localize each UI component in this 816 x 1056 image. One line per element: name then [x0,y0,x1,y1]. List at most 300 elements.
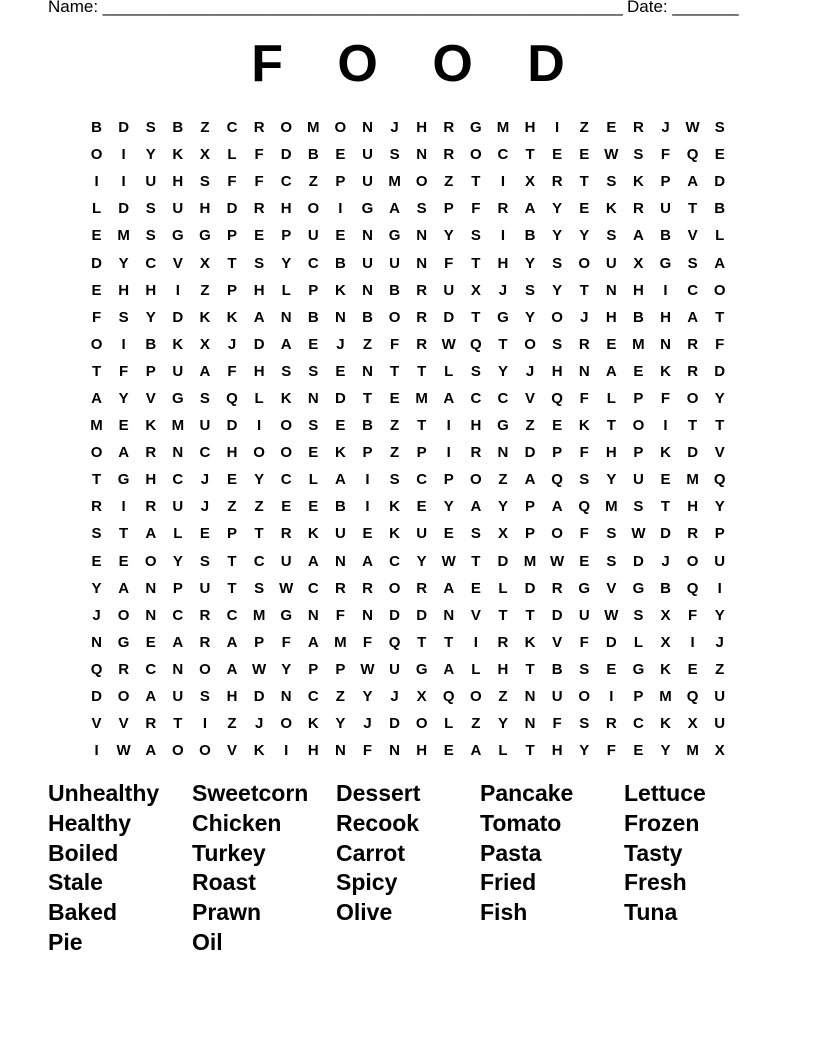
grid-letter: W [441,335,456,353]
grid-letter: Y [172,552,183,570]
grid-letter: U [389,254,400,272]
grid-letter: I [473,633,478,651]
word-list-item: Healthy [48,809,132,836]
grid-letter: M [523,552,537,570]
grid-letter: U [172,498,184,516]
grid-letter: D [605,633,617,651]
grid-letter: T [579,281,589,299]
grid-letter: P [633,688,644,706]
grid-letter: D [226,200,238,218]
grid-letter: E [308,498,319,516]
grid-row [83,331,733,358]
grid-letter: N [280,308,292,326]
grid-letter: E [579,200,590,218]
grid-letter: G [632,579,645,597]
grid-letter: E [606,660,617,678]
grid-letter: S [91,525,102,543]
grid-letter: V [552,633,563,651]
grid-letter: T [362,389,373,407]
grid-letter: I [365,471,370,489]
grid-letter: R [199,606,211,624]
grid-letter: U [145,173,157,191]
grid-letter: H [253,281,265,299]
grid-letter: M [334,633,347,651]
grid-letter: U [714,688,726,706]
word-list-item: Frozen [624,809,700,836]
grid-letter: T [688,200,698,218]
grid-letter: R [416,579,428,597]
grid-letter: E [552,417,563,435]
grid-letter: O [632,417,645,435]
grid-letter: K [145,417,157,435]
grid-letter: T [444,633,454,651]
grid-letter: I [690,633,695,651]
grid-letter: I [446,417,451,435]
grid-letter: H [416,742,428,760]
grid-letter: D [524,579,536,597]
grid-letter: T [525,660,535,678]
grid-letter: S [633,146,644,164]
grid-letter: A [307,633,319,651]
grid-letter: O [117,688,130,706]
grid-letter: S [633,606,644,624]
grid-letter: J [580,308,589,326]
grid-letter: I [717,579,722,597]
grid-letter: M [388,173,401,191]
grid-letter: N [145,606,157,624]
grid-letter: S [308,362,319,380]
grid-letter: Y [497,715,508,733]
grid-letter: D [91,688,102,706]
grid-letter: A [389,200,400,218]
letter-grid [83,114,733,764]
grid-row [83,304,733,331]
grid-letter: P [254,633,265,651]
word-list-item: Fresh [624,869,687,896]
word-list-item: Spicy [336,869,398,896]
grid-letter: F [254,173,264,191]
grid-letter: A [633,227,644,245]
grid-letter: U [172,688,184,706]
grid-letter: P [660,173,671,191]
grid-letter: F [227,173,237,191]
grid-letter: K [199,308,211,326]
grid-letter: E [254,227,265,245]
grid-letter: U [172,200,184,218]
grid-letter: C [172,471,184,489]
grid-letter: N [660,335,671,353]
grid-letter: E [579,552,590,570]
grid-letter: D [497,552,509,570]
grid-letter: Z [254,498,264,516]
grid-letter: S [470,227,481,245]
grid-letter: U [199,579,211,597]
grid-letter: S [633,498,644,516]
grid-letter: E [91,552,102,570]
grid-letter: N [416,227,428,245]
grid-letter: F [444,254,454,272]
grid-letter: E [308,335,319,353]
grid-letter: K [307,715,319,733]
grid-letter: S [199,173,210,191]
grid-letter: N [334,308,346,326]
grid-letter: D [416,606,428,624]
grid-letter: I [365,498,370,516]
grid-letter: E [362,525,373,543]
grid-letter: V [687,227,698,245]
grid-letter: J [661,552,670,570]
grid-letter: C [307,688,319,706]
grid-letter: T [471,308,481,326]
grid-letter: H [497,660,509,678]
grid-letter: Z [715,660,725,678]
grid-letter: N [362,281,373,299]
grid-letter: W [360,660,375,678]
grid-letter: R [91,498,102,516]
grid-letter: N [334,552,346,570]
grid-letter: R [416,335,428,353]
grid-letter: O [470,471,482,489]
grid-letter: T [579,173,589,191]
grid-letter: I [121,173,126,191]
grid-letter: A [226,633,238,651]
grid-letter: O [551,308,563,326]
word-list-item: Oil [192,928,223,955]
grid-letter: T [471,254,481,272]
grid-letter: B [660,227,671,245]
grid-row [83,602,733,629]
grid-letter: U [605,254,617,272]
grid-letter: K [334,281,346,299]
grid-letter: J [661,119,670,137]
grid-letter: D [714,362,726,380]
grid-letter: S [254,579,265,597]
grid-letter: S [525,281,536,299]
grid-letter: S [389,471,400,489]
grid-letter: R [497,200,509,218]
grid-letter: Z [308,173,318,191]
grid-letter: E [91,281,102,299]
grid-letter: Z [335,688,345,706]
grid-row [83,710,733,737]
grid-letter: A [443,579,455,597]
grid-letter: J [498,281,508,299]
grid-letter: I [284,742,289,760]
word-list-item: Stale [48,869,103,896]
grid-letter: I [257,417,262,435]
grid-letter: S [199,688,210,706]
grid-letter: S [714,119,725,137]
grid-letter: Y [660,742,671,760]
grid-letter: I [663,281,668,299]
grid-letter: S [552,254,563,272]
grid-letter: L [498,742,508,760]
grid-letter: R [253,200,265,218]
grid-letter: A [687,308,699,326]
grid-letter: U [362,146,373,164]
grid-letter: R [280,525,292,543]
grid-letter: C [145,254,157,272]
grid-letter: D [91,254,102,272]
grid-letter: T [525,146,535,164]
grid-letter: B [362,417,373,435]
grid-letter: H [497,254,509,272]
grid-letter: H [605,444,617,462]
grid-letter: Y [579,742,590,760]
grid-letter: R [687,362,699,380]
grid-letter: K [389,525,400,543]
grid-letter: I [121,335,126,353]
grid-letter: A [118,444,130,462]
name-field-label: Name: _______________________________________________________ [48,0,623,16]
grid-letter: S [145,200,156,218]
grid-letter: Z [200,119,210,137]
word-list-item: Turkey [192,839,266,866]
grid-letter: S [389,146,400,164]
grid-letter: O [388,579,401,597]
grid-letter: A [551,498,563,516]
grid-letter: Z [471,715,481,733]
grid-letter: C [280,173,292,191]
grid-letter: U [362,254,373,272]
grid-letter: O [90,335,103,353]
grid-letter: D [714,173,726,191]
grid-letter: F [660,146,671,164]
grid-row [83,385,733,412]
grid-letter: O [117,606,130,624]
grid-letter: K [660,715,671,733]
grid-row [83,222,733,249]
grid-letter: X [416,688,427,706]
grid-letter: X [199,254,210,272]
grid-letter: O [280,119,293,137]
grid-letter: S [199,389,210,407]
grid-letter: Z [389,444,400,462]
grid-row [83,575,733,602]
grid-letter: U [416,525,428,543]
grid-letter: E [335,362,346,380]
grid-letter: H [145,471,157,489]
grid-letter: A [172,633,184,651]
grid-letter: C [253,552,265,570]
grid-letter: U [199,417,211,435]
grid-letter: P [443,200,454,218]
grid-letter: A [145,742,157,760]
grid-letter: V [606,579,617,597]
grid-letter: A [524,200,536,218]
grid-letter: Z [579,119,589,137]
grid-letter: X [525,173,536,191]
grid-letter: E [118,552,129,570]
grid-letter: Q [90,660,103,678]
grid-letter: K [660,660,671,678]
grid-letter: A [145,525,157,543]
grid-letter: X [714,742,725,760]
grid-letter: L [606,389,616,407]
grid-letter: H [226,444,238,462]
grid-letter: T [91,471,102,489]
word-list-item: Carrot [336,839,406,866]
grid-letter: O [253,444,265,462]
grid-letter: G [280,606,293,624]
grid-letter: E [335,417,346,435]
grid-letter: G [497,417,509,435]
grid-letter: R [145,498,157,516]
grid-letter: H [551,362,563,380]
grid-letter: W [604,146,619,164]
grid-letter: H [687,498,699,516]
grid-letter: D [172,308,184,326]
grid-letter: T [227,552,237,570]
grid-letter: P [227,525,238,543]
grid-letter: P [308,660,319,678]
grid-letter: T [417,633,427,651]
grid-letter: M [171,417,185,435]
grid-letter: Y [714,606,725,624]
grid-letter: R [118,660,130,678]
grid-letter: O [686,552,699,570]
grid-letter: A [334,471,346,489]
word-list-item: Tasty [624,839,683,866]
grid-letter: X [199,335,210,353]
grid-letter: V [227,742,238,760]
grid-letter: O [90,444,103,462]
grid-letter: Q [578,498,591,516]
grid-letter: A [687,173,699,191]
grid-letter: H [470,417,482,435]
grid-letter: P [443,471,454,489]
grid-letter: S [606,227,617,245]
grid-letter: I [121,498,126,516]
grid-letter: Y [606,471,617,489]
word-list-item: Pancake [480,780,574,806]
grid-letter: N [362,227,373,245]
grid-letter: A [470,498,482,516]
grid-letter: E [443,742,454,760]
grid-letter: P [172,579,183,597]
grid-letter: P [416,444,427,462]
grid-letter: Q [686,146,699,164]
grid-letter: H [551,742,563,760]
grid-letter: Z [498,688,508,706]
grid-letter: I [555,119,560,137]
grid-letter: B [334,498,346,516]
grid-row [83,277,733,304]
grid-letter: U [307,227,319,245]
grid-letter: F [119,362,129,380]
grid-letter: I [663,417,668,435]
grid-letter: T [173,715,183,733]
grid-letter: Y [525,254,536,272]
grid-letter: K [253,742,265,760]
grid-letter: M [307,119,320,137]
grid-letter: B [633,308,644,326]
grid-letter: W [116,742,131,760]
grid-letter: I [175,281,180,299]
grid-letter: I [94,173,99,191]
grid-letter: Y [552,227,563,245]
grid-letter: R [443,146,455,164]
grid-letter: H [416,119,428,137]
word-list-item: Recook [336,809,420,836]
grid-letter: W [604,606,619,624]
grid-row [83,737,733,764]
grid-letter: F [227,362,237,380]
grid-letter: Y [525,308,536,326]
grid-letter: W [685,119,700,137]
grid-letter: N [497,444,509,462]
grid-letter: A [280,335,292,353]
grid-letter: N [307,606,319,624]
grid-letter: F [579,633,589,651]
grid-letter: Y [118,389,129,407]
grid-letter: O [171,742,184,760]
grid-letter: R [362,579,373,597]
grid-letter: P [335,173,346,191]
grid-letter: F [362,633,373,651]
grid-letter: G [470,119,482,137]
grid-letter: P [227,281,238,299]
grid-letter: R [199,633,211,651]
grid-letter: U [633,471,644,489]
header [48,0,748,19]
grid-letter: D [118,119,130,137]
word-list-item: Fish [480,899,528,926]
grid-letter: T [389,362,400,380]
grid-letter: J [227,335,237,353]
grid-letter: E [145,633,156,651]
grid-letter: O [280,715,293,733]
grid-letter: E [118,417,129,435]
grid-letter: H [524,119,536,137]
grid-letter: L [91,200,102,218]
grid-letter: F [254,146,264,164]
grid-letter: D [551,606,563,624]
grid-row [83,358,733,385]
grid-letter: J [363,715,372,733]
grid-letter: O [280,417,293,435]
grid-letter: R [470,444,482,462]
grid-letter: O [415,715,428,733]
grid-letter: T [606,417,616,435]
grid-letter: R [145,715,157,733]
grid-letter: G [632,660,645,678]
grid-letter: N [524,688,536,706]
grid-letter: Z [362,335,373,353]
grid-letter: F [579,525,589,543]
grid-letter: R [551,579,563,597]
grid-letter: E [606,119,617,137]
grid-letter: Y [579,227,590,245]
grid-letter: T [119,525,129,543]
grid-letter: P [145,362,156,380]
grid-letter: W [631,525,646,543]
grid-letter: T [471,552,481,570]
grid-letter: Y [145,146,156,164]
grid-letter: F [688,606,698,624]
grid-letter: L [444,362,454,380]
grid-letter: Y [416,552,427,570]
grid-letter: E [687,660,698,678]
grid-letter: J [715,633,724,651]
grid-letter: L [633,633,643,651]
grid-letter: M [117,227,130,245]
grid-letter: E [443,525,454,543]
grid-row [83,629,733,656]
grid-letter: D [389,715,400,733]
grid-letter: E [199,525,210,543]
grid-letter: S [145,227,156,245]
